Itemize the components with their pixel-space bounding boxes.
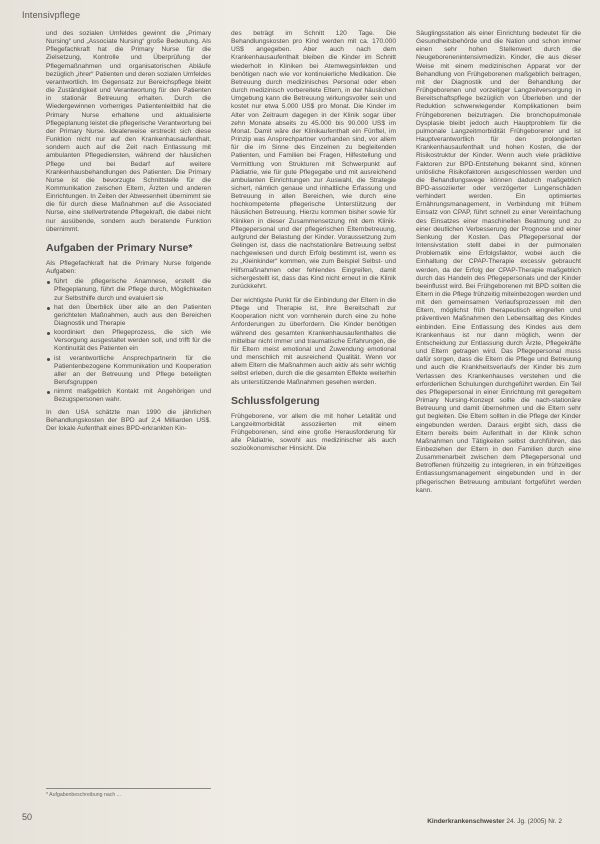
list-item: nimmt maßgeblich Kontakt mit Angehörigen und Bezugspersonen wahr. bbox=[46, 388, 211, 404]
paragraph: In den USA schätzte man 1990 die jährlichen Behandlungskosten der BPD auf 2,4 Milliarden US$. Der lokale Aufenthalt eines BPD-erkrankten Kin- bbox=[46, 408, 211, 432]
section-heading: Aufgaben der Primary Nurse* bbox=[46, 241, 193, 254]
paragraph: und des sozialen Umfeldes gewinnt die „Primary Nursing“ und „Associate Nursing“ große Bedeutung. Als Pflegefachkraft hat die Primary Nurse für die Zielsetzung, Kontrolle und Überprüfung der Pflegemaßnahmen und organisatorischen Abläufe bezüglich „ihrer“ Patienten und deren sozialen Umfeldes verantwortlich. Im Gegensatz zur Bereichspflege bleibt die Zuständigkeit und Verantwortung für den Patienten in stationär Betreuung erhalten. Durch die Wiedergewinnen vorherriges Patientenleitbild hat die Primary Nurse erhaltene und aktualisierte Pflegeplanung leistet die pflegerische Verantwortung bei der Primary Nurse. Idealerweise erstreckt sich diese Funktion nicht nur auf den Krankenhausaufenthalt, sondern auch auf die Zeit nach Entlassung mit ambulanten Pflegediensten, während der häuslichen Pflege und bei Bedarf auf weitere Krankenhausbehandlungen des Patienten. Die Primary Nurse ist die bevorzugte Schnittstelle für die Kommunikation zwischen Eltern, Ärzten und anderen Einrichtungen. In Zeiten der Abwesenheit übernimmt sie die für durch diese Maßnahmen auf die Associated Nurse, eine stellvertretende Pflegekraft, die dabei nicht nur ausübende, sondern auch beratende Funktion übernimmt. bbox=[46, 30, 211, 233]
column-3 bbox=[416, 30, 581, 495]
page-number: 50 bbox=[22, 812, 33, 822]
list-item: hat den Überblick über alle an den Patienten gerichteten Maßnahmen, auch aus den Bereichen Diagnostik und Therapie bbox=[46, 304, 211, 328]
bullet-list bbox=[46, 278, 211, 404]
column-1 bbox=[46, 30, 211, 433]
list-item: führt die pflegerische Anamnese, erstellt die Pflegeplanung, führt die Pflege durch, Möglichkeiten zur Selbsthilfe durch und evaluiert sie bbox=[46, 278, 211, 302]
journal-issue: 24. Jg. (2005) Nr. 2 bbox=[506, 818, 562, 825]
paragraph: Säuglingsstation als einer Einrichtung bedeutet für die Gesundheitsbehörde und die Nation und schon immer einen sehr hohen Stellenwert durch die Neugeborenenintensivmedizin. Kinder, die aus dieser Weise mit einem medizinischen Apparat vor der Behandlung von Frühgeborenen maßgeblich beitragen, mit der Diagnostik und der Behandlung der Frühgeborenen und vorzeitiger Langzeitversorgung in Bereitschaftspflege bezüglich von Überleben und der Reduktion schwerwiegender Komplikationen beim Frühgeborenen beizutragen. Die bronchopulmonale Dysplasie bleibt jedoch auch Hauptproblem für die pulmonale Langzeitmorbidität Frühgeborener und ist Hauptverantwortlich für den prolongierten Krankenhausaufenthalt und hohen Kosten, die der Risikostruktur der Kinder. Wenn auch viele prädiktive Faktoren zur BPD-Entstehung bekannt sind, können unlösliche Risikofaktoren ausgeschlossen werden und die Behandlungswege können dadurch maßgeblich BPD-assoziierter oder verzögerter Lungenschäden verhindert werden. Ein optimiertes Ernährungsmanagement, in Verbindung mit frühem Einsatz von CPAP, führt schnell zu einer Vereinfachung des Einsatzes einer maschinellen Beatmung und zu einer deutlichen Verbesserung der Prognose und einer Senkung der Kosten. Das Pflegepersonal der Intensivstation stellt dabei in der pulmonalen Problematik eine Erfolgsfaktor, wobei auch die Einhaltung der CPAP-Therapie excessiv gebraucht werden, da der Erfolg der CPAP-Therapie maßgeblich durch das Handeln des Pflegepersonals und der Kinder beeinflusst wird. Bei Frühgeborenen mit BPD sollten die Eltern in die Pflege frühzeitig miteinbezogen werden und mit den gemeinsamen Verlaufsprozessen mit den Eltern, möglichst früh therapeutisch eingreifen und präventiven Maßnahmen den Lebensalltag des Kindes einbinden. Eine Entlassung des Kindes aus dem Krankenhaus ist nur dann möglich, wenn der Entscheidung zur Entlassung durch Ärzte, Pflegekräfte und Eltern getragen wird. Das Pflegepersonal muss dafür sorgen, dass die Eltern die Pflege und Betreuung und auch die Krankheitsverlaufs der Kinder bis zum Verlassen des Krankenhauses verstehen und die erforderlichen Schulungen durchgeführt werden. Ein Teil des Pflegepersonal in einer Einrichtung mit geregeltem Primary Nursing-Konzept sollte die nach-stationäre Betreuung und damit übernehmen und die Eltern sehr gut begleiten. Die Eltern sollten in die Pflege der Kinder eingebunden werden. Daraus ergibt sich, dass die Eltern bereits beim Aufenthalt in der Klinik schon Maßnahmen und Tätigkeiten selbst durchführen, das Einbeziehen der Eltern in den Familien durch eine Zusammenarbeit zwischen dem Pflegepersonal und Betroffenen frühzeitig zu integrieren, in ein frühzeitiges Entlassungsmanagement eingebunden und in der pflegerischen Betreuung ambulant fortgeführt werden kann. bbox=[416, 30, 581, 494]
list-item: ist verantwortliche Ansprechpartnerin für die Patientenbezogene Kommunikation und Kooperation aller an der Betreuung und Pflege beteiligten Berufsgruppen bbox=[46, 355, 211, 388]
paragraph: Frühgeborene, vor allem die mit hoher Letalität und Langzeitmorbidität assoziierten mit einem Frühgeborenen, sind eine große Herausforderung für alle Pädiatrie, sowohl aus medizinischer als auch sozioökonomischer Hinsicht. Die bbox=[231, 412, 396, 453]
running-head: Intensivpflege bbox=[22, 10, 81, 20]
paragraph: Der wichtigste Punkt für die Einbindung der Eltern in die Pflege und Therapie ist, ihre Bereitschaft zur Kooperation nicht von vornherein durch eine zu hohe Anforderungen zu überfordern. Die Kinder benötigen während des gesamten Krankenhausaufenthaltes die mittelbar nicht immer und traumatische Erfahrungen, die für Eltern meist emotional und Zuwendung emotional und menschlich mit ausreichend Qualität. Wenn vor allem Eltern die Maßnahmen auch aktiv als sehr wichtig selbst erleben, durch die die gesamten Effekte weiterhin als unterstützende Maßnahmen gesehen werden. bbox=[231, 297, 396, 386]
paragraph: Als Pflegefachkraft hat die Primary Nurse folgende Aufgaben: bbox=[46, 259, 211, 276]
list-item: koordiniert den Pflegeprozess, die sich wie Versorgung ausgestaltet werden soll, und trifft für die Kontinuität des Patienten ein bbox=[46, 329, 211, 353]
paragraph: des beträgt im Schnitt 120 Tage. Die Behandlungskosten pro Kind werden mit ca. 170.000 US$ angegeben. Aber auch nach dem Krankenhausaufenthalt bleiben die Kinder im Schnitt wiederholt in Kliniken bei Atemwegsinfekten und benötigen nach wie vor kontinuierliche Medikation. Die Betreuung durch medizinisches Personal oder eben durch medizinisch vorbereitete Eltern, in der häuslichen Umgebung kann die Betreuung wirkungsvoller sein und kostet nur etwa 5.000 US$ pro Monat. Die Kinder im Alter von Zeitraum dagegen in der Klinik sogar über zehn Monate abseits zu 45.000 bis 90.000 US$ im Monat. Damit wäre der Klinikaufenthalt ein Fünftel, im Prinzip was Ansprechpartner vorhanden sind, vor allem für die im Sinne des Einzelnen zu begleitenden Patienten, und Familien bei Fragen, Hilfestellung und Vermittlung von Strukturen mit Schwerpunkt auf Pädiatrie, wie für gute Pflegegabe und mit ausreichend ambulanten Einrichtungen zur Auswahl, die Strategie sichert, nämlich genaue und inhaltliche Erfassung und Betreuung in allen Bereichen, wie durch eine hochkompetente pflegerische Unterstützung der häuslichen Betreuung. Hierzu kommen bisher sowie für Kliniken in dieser Zusammensetzung mit dem Klinik-Pflegepersonal und der pflegerischen Elternbetreuung, aufgrund der Belastung der Kinder. Voraussetzung zum Gelingen ist, dass die nachstationäre Betreuung selbst nachgewiesen und durch Erfolg bestimmt ist, wenn es zu „Kleinkinder“ kommen, wie zum Beispiel Selbst- und Hilfsmaßnahmen oder fehlendes Eingreifen, damit sichergestellt ist, dass das Kind nicht erneut in die Klinik zurückkehrt. bbox=[231, 30, 396, 290]
footnote: * Aufgabenbeschreibung nach ... bbox=[46, 788, 211, 798]
journal-footer bbox=[427, 818, 562, 825]
column-2 bbox=[231, 30, 396, 454]
section-heading: Schlussfolgerung bbox=[231, 394, 320, 407]
journal-name: Kinderkrankenschwester bbox=[427, 818, 505, 825]
